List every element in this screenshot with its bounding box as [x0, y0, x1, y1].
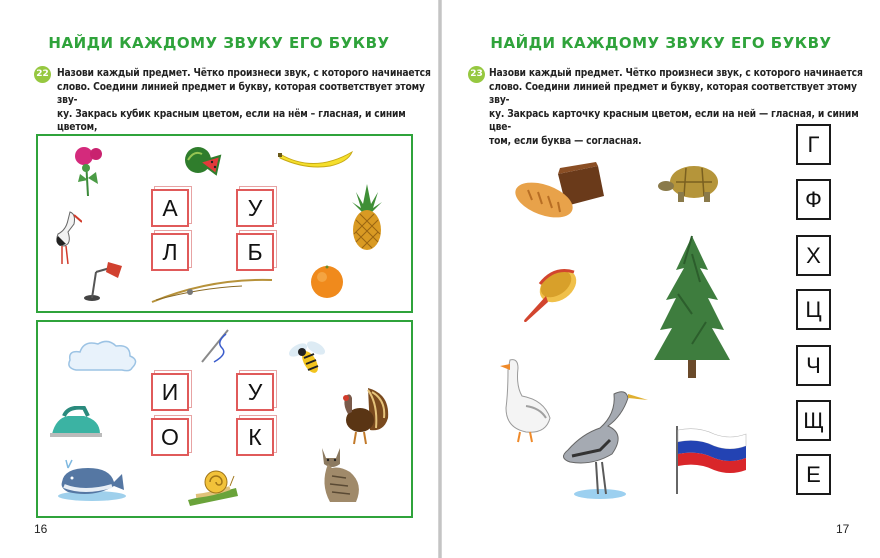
left-page: [0, 0, 438, 558]
letter-card[interactable]: Г: [796, 124, 831, 165]
instruction-line: Назови каждый предмет. Чётко произнеси звук, с которого начинается: [489, 68, 863, 79]
right-page-title: НАЙДИ КАЖДОМУ ЗВУКУ ЕГО БУКВУ: [490, 34, 832, 52]
cloud-icon: [66, 338, 140, 374]
needle-icon: [198, 328, 232, 364]
instruction-line: ку. Закрась карточку красным цветом, если на ней — гласная, и синим цве-: [489, 108, 859, 133]
letter-cube[interactable]: И: [151, 373, 189, 411]
turtle-icon: [656, 160, 728, 206]
instruction-line: Назови каждый предмет. Чётко произнеси звук, с которого начинается: [57, 68, 431, 79]
right-page: [442, 0, 880, 558]
flag-icon: [674, 424, 748, 494]
page-number: 17: [836, 522, 850, 536]
iron-icon: [44, 406, 106, 440]
letter-cube[interactable]: У: [236, 189, 274, 227]
lamp-icon: [82, 258, 124, 302]
goose-icon: [496, 356, 554, 446]
letter-cube[interactable]: О: [151, 418, 189, 456]
fishing-rod-icon: [150, 274, 274, 306]
heron-icon: [552, 384, 648, 502]
thistle-icon: [72, 144, 106, 196]
letter-card[interactable]: Ч: [796, 345, 831, 386]
letter-cube[interactable]: Б: [236, 233, 274, 271]
brush-icon: [518, 262, 584, 324]
letter-cube[interactable]: У: [236, 373, 274, 411]
snail-icon: [188, 466, 240, 506]
letter-cube[interactable]: Л: [151, 233, 189, 271]
exercise-box-1: [36, 134, 413, 313]
instruction-line: ку. Закрась кубик красным цветом, если на нём – гласная, и синим цветом,: [57, 108, 406, 133]
cat-icon: [316, 444, 366, 506]
letter-card[interactable]: Х: [796, 235, 831, 276]
exercise-number-badge: 22: [34, 66, 51, 83]
letter-card[interactable]: Ф: [796, 179, 831, 220]
orange-icon: [309, 263, 345, 299]
stork-icon: [50, 210, 82, 266]
exercise-box-2: [36, 320, 413, 518]
left-page-title: НАЙДИ КАЖДОМУ ЗВУКУ ЕГО БУКВУ: [48, 34, 390, 52]
turkey-icon: [338, 384, 392, 446]
watermelon-icon: [184, 146, 222, 176]
instruction-line: том, если буква — согласная.: [489, 135, 642, 147]
letter-cube[interactable]: А: [151, 189, 189, 227]
instruction-line: слово. Соедини линией предмет и букву, которая соответствует этому зву-: [57, 81, 425, 106]
letter-card[interactable]: Ц: [796, 289, 831, 330]
letter-cube[interactable]: К: [236, 418, 274, 456]
spruce-icon: [654, 234, 730, 378]
instruction-line: слово. Соедини линией предмет и букву, которая соответствует этому зву-: [489, 81, 857, 106]
letter-card[interactable]: Е: [796, 454, 831, 495]
bread-icon: [514, 160, 606, 226]
pineapple-icon: [350, 184, 384, 252]
letter-card[interactable]: Щ: [796, 400, 831, 441]
banana-icon: [278, 148, 354, 170]
page-number: 16: [34, 522, 48, 536]
exercise-number-badge: 23: [468, 66, 485, 83]
whale-icon: [54, 456, 128, 502]
wasp-icon: [286, 334, 330, 378]
